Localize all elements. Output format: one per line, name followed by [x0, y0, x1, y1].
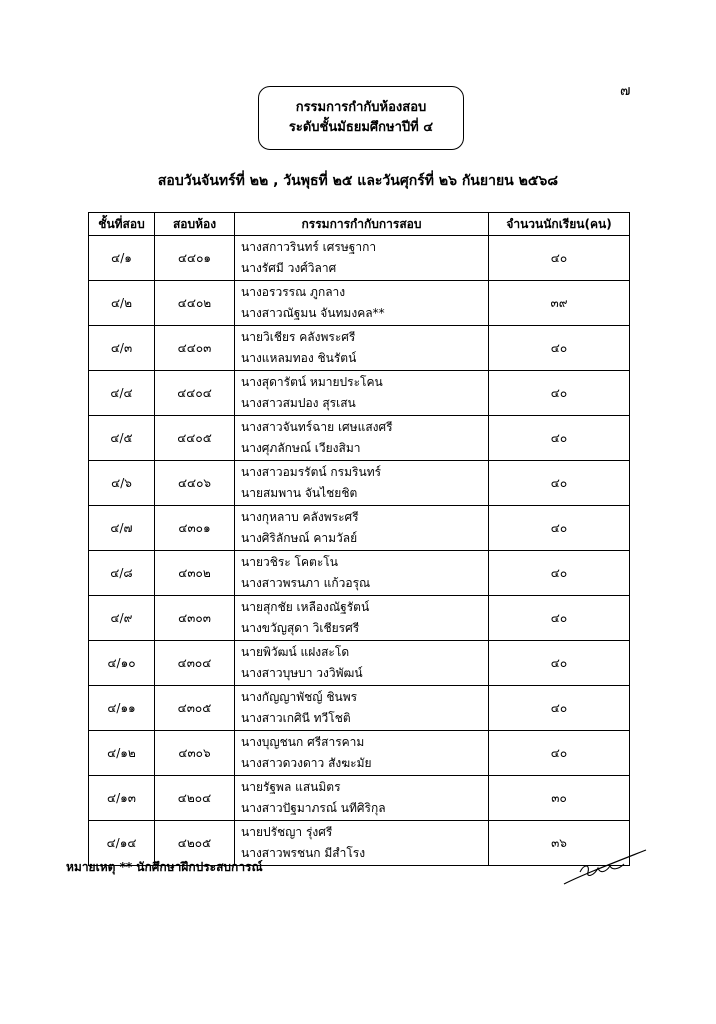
cell-proctors: [235, 641, 489, 686]
cell-room: ๔๓๐๕: [155, 686, 235, 731]
proctor-name: นางรัศมี วงศ์วิลาศ: [241, 261, 337, 275]
proctor-name: นางขวัญสุดา วิเชียรศรี: [241, 621, 360, 635]
cell-proctors: [235, 236, 489, 281]
title-line-2: ระดับชั้นมัธยมศึกษาปีที่ ๔: [288, 120, 434, 135]
cell-room: ๔๔๐๔: [155, 371, 235, 416]
cell-proctors: [235, 506, 489, 551]
cell-class: ๔/๗: [89, 506, 155, 551]
proctor-name: นายปรัชญา รุ่งศรี: [241, 825, 333, 839]
proctor-name: นางศิริลักษณ์ คามวัลย์: [241, 531, 358, 545]
cell-room: ๔๓๐๒: [155, 551, 235, 596]
proctor-table: [88, 212, 630, 866]
cell-students: ๔๐: [489, 686, 630, 731]
proctor-name: นางกัญญาพัชญ์ ชินพร: [241, 690, 358, 704]
proctor-name: นางสาวปัฐมาภรณ์ นทีศิริกุล: [241, 801, 386, 815]
exam-date-subtitle: สอบวันจันทร์ที่ ๒๒ , วันพุธที่ ๒๕ และวันศุกร์ที่ ๒๖ กันยายน ๒๕๖๘: [157, 173, 559, 189]
cell-students: ๔๐: [489, 641, 630, 686]
cell-proctors: [235, 551, 489, 596]
cell-class: ๔/๑๔: [89, 821, 155, 866]
proctor-name: นายวิเชียร คลังพระศรี: [241, 330, 356, 344]
cell-class: ๔/๙: [89, 596, 155, 641]
table-row: [89, 236, 630, 281]
table-row: [89, 326, 630, 371]
cell-room: ๔๒๐๕: [155, 821, 235, 866]
cell-students: ๓๙: [489, 281, 630, 326]
table-row: [89, 641, 630, 686]
title-line-1: กรรมการกำกับห้องสอบ: [295, 100, 427, 115]
cell-class: ๔/๑๐: [89, 641, 155, 686]
cell-class: ๔/๓: [89, 326, 155, 371]
proctor-name: นางสกาวรินทร์ เศรษฐากา: [241, 240, 377, 254]
cell-proctors: [235, 821, 489, 866]
cell-class: ๔/๖: [89, 461, 155, 506]
page-number: ๗: [620, 83, 631, 99]
table-row: [89, 776, 630, 821]
proctor-name: นางสุดารัตน์ หมายประโคน: [241, 375, 383, 389]
proctor-name: นางบุญชนก ศรีสารคาม: [241, 735, 365, 749]
cell-students: ๔๐: [489, 551, 630, 596]
cell-class: ๔/๒: [89, 281, 155, 326]
cell-room: ๔๔๐๕: [155, 416, 235, 461]
table-row: [89, 371, 630, 416]
cell-proctors: [235, 776, 489, 821]
cell-room: ๔๓๐๓: [155, 596, 235, 641]
cell-room: ๔๒๐๔: [155, 776, 235, 821]
cell-room: ๔๓๐๑: [155, 506, 235, 551]
table-row: [89, 731, 630, 776]
header-proctors: กรรมการกำกับการสอบ: [235, 213, 489, 236]
proctor-name: นายสมพาน จันไชยชิต: [241, 486, 358, 500]
cell-students: ๔๐: [489, 326, 630, 371]
proctor-name: นางสาวณัฐมน จันทมงคล**: [241, 306, 385, 320]
proctor-name: นางสาวอมรรัตน์ กรมรินทร์: [241, 465, 382, 479]
proctor-name: นางแหลมทอง ชินรัตน์: [241, 351, 357, 365]
proctor-name: นางสาวพรชนก มีสำโรง: [241, 846, 366, 860]
header-students: จำนวนนักเรียน(คน): [489, 213, 630, 236]
cell-proctors: [235, 371, 489, 416]
header-class: ชั้นที่สอบ: [89, 213, 155, 236]
table-row: [89, 596, 630, 641]
cell-class: ๔/๑: [89, 236, 155, 281]
cell-students: ๔๐: [489, 416, 630, 461]
cell-class: ๔/๑๑: [89, 686, 155, 731]
proctor-name: นางสาวพรนภา แก้วอรุณ: [241, 576, 371, 590]
cell-students: ๔๐: [489, 596, 630, 641]
cell-class: ๔/๘: [89, 551, 155, 596]
proctor-name: นางศุภลักษณ์ เวียงสิมา: [241, 441, 361, 455]
proctor-name: นายรัฐพล แสนมิตร: [241, 780, 341, 794]
cell-room: ๔๓๐๖: [155, 731, 235, 776]
table-row: [89, 281, 630, 326]
cell-room: ๔๔๐๑: [155, 236, 235, 281]
proctor-name: นายวชิระ โคตะโน: [241, 555, 338, 569]
cell-class: ๔/๑๒: [89, 731, 155, 776]
title-box: [258, 86, 464, 150]
cell-room: ๔๔๐๒: [155, 281, 235, 326]
table-row: [89, 551, 630, 596]
table-row: [89, 686, 630, 731]
proctor-name: นางสาวจันทร์ฉาย เศษแสงศรี: [241, 420, 393, 434]
cell-room: ๔๓๐๔: [155, 641, 235, 686]
cell-students: ๔๐: [489, 371, 630, 416]
proctor-name: นางสาวเกศินี ทวีโชติ: [241, 711, 351, 725]
table-row: [89, 506, 630, 551]
cell-room: ๔๔๐๖: [155, 461, 235, 506]
proctor-name: นางสาวดวงดาว สังฆะมัย: [241, 756, 372, 770]
cell-students: ๔๐: [489, 236, 630, 281]
cell-proctors: [235, 686, 489, 731]
cell-students: ๔๐: [489, 506, 630, 551]
cell-class: ๔/๑๓: [89, 776, 155, 821]
cell-proctors: [235, 461, 489, 506]
header-room: สอบห้อง: [155, 213, 235, 236]
proctor-name: นางกุหลาบ คลังพระศรี: [241, 510, 359, 524]
table-header-row: [89, 213, 630, 236]
signature-mark: [560, 846, 650, 888]
proctor-name: นายพิวัฒน์ แฝงสะโด: [241, 645, 350, 659]
cell-proctors: [235, 416, 489, 461]
table-row: [89, 461, 630, 506]
cell-room: ๔๔๐๓: [155, 326, 235, 371]
cell-class: ๔/๔: [89, 371, 155, 416]
proctor-name: นายสุกชัย เหลืองณัฐรัตน์: [241, 600, 370, 614]
cell-proctors: [235, 731, 489, 776]
proctor-name: นางสาวบุษบา วงวิพัฒน์: [241, 666, 363, 680]
cell-students: ๔๐: [489, 731, 630, 776]
cell-proctors: [235, 281, 489, 326]
table-row: [89, 416, 630, 461]
cell-proctors: [235, 596, 489, 641]
cell-class: ๔/๕: [89, 416, 155, 461]
cell-proctors: [235, 326, 489, 371]
cell-students: ๓๖: [489, 821, 630, 866]
footnote: หมายเหตุ ** นักศึกษาฝึกประสบการณ์: [66, 860, 263, 874]
proctor-name: นางอรวรรณ ภูกลาง: [241, 285, 346, 299]
proctor-name: นางสาวสมปอง สุรเสน: [241, 396, 356, 410]
cell-students: ๔๐: [489, 461, 630, 506]
cell-students: ๓๐: [489, 776, 630, 821]
table-body: [89, 236, 630, 866]
